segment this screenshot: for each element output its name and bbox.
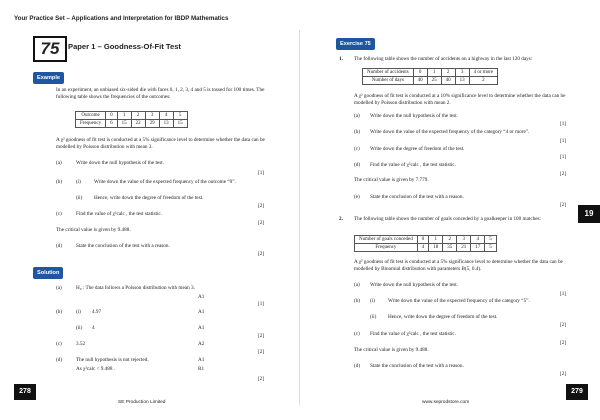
question-text: Write down the degree of freedom of the test. [370,146,465,152]
table-cell: Number of accidents [363,69,414,77]
table-cell: 5 [485,236,497,244]
mark-code: A1 [198,325,205,331]
mark-code: A1 [198,357,205,363]
table-cell: Number of days [363,77,414,85]
question-text: Find the value of χ²calc , the test statistic. [370,331,456,337]
question-text: Find the value of χ²calc , the test statistic. [76,211,162,217]
question-label: (c) [56,211,62,217]
marks: [1] [258,170,265,176]
chapter-side-tab[interactable]: 19 [578,205,600,223]
answer-label: (c) [56,341,62,347]
exercise-tag: Exercise 75 [336,38,375,50]
question-label: (b) [56,179,63,185]
question-number: 1. [339,56,343,62]
marks: [2] [560,371,567,377]
answer-label: (b) [56,309,63,315]
footer-website: www.seprodstore.com [422,400,470,405]
critical-value: The critical value is given by 9.488. [56,227,131,233]
page-number: 278 [14,384,36,400]
marks: [2] [258,203,265,209]
marks: [2] [258,333,265,339]
question-test-description: A χ² goodness of fit test is conducted at a 5% significance level to determine whether the data can be modelled by Binomial distribution with parameters B(5, 0.4). [354,259,563,272]
table-cell: 17 [471,244,485,252]
question-test-description: A χ² goodness of fit test is conducted at a 10% significance level to determine whether the data can be modelled by Poisson distribution with mean 2. [354,93,566,106]
table-cell: 2 [469,77,497,85]
example-tag: Example [33,72,64,84]
question-text: Write down the value of the expected frequency of the category “4 or more”. [370,129,530,135]
answer-text: As χ²calc < 9.488 . [76,366,116,372]
marks: [1] [560,291,567,297]
question-text: Hence, write down the degree of freedom of the test. [388,314,498,320]
question-text: Write down the value of the expected frequency of the outcome “0”. [94,179,236,185]
example-intro: In an experiment, an unbiased six-sided die with faces 0, 1, 2, 3, 4 and 5 is tossed for 100 times. The following table shows the frequencies of the outcomes: [56,87,265,100]
question-label: (a) [354,113,360,119]
answer-text: 4 [92,325,95,331]
table-cell: 1 [117,112,131,120]
example-test-description: A χ² goodness of fit test is conducted at a 5% significance level to determine whether the data can be modelled by Poisson distribution with mean 3. [56,137,265,150]
page-number: 279 [566,384,588,400]
question-label: (d) [56,243,63,249]
question-text: Write down the null hypothesis of the test. [76,160,164,166]
mark-code: A1 [198,309,205,315]
table-cell: 13 [455,77,469,85]
table-cell: 2 [441,69,455,77]
table-cell: 4 [159,112,173,120]
table-cell: 29 [145,120,159,128]
answer-text: 3.52 [76,341,86,347]
critical-value: The critical value is given by 9.488. [354,347,429,353]
table-cell: Frequency [76,120,106,128]
table-cell: 2 [131,112,145,120]
question-text: Write down the null hypothesis of the test. [370,282,458,288]
critical-value: The critical value is given by 7.779. [354,177,429,183]
question-text: State the conclusion of the test with a reason. [370,194,464,200]
question-text: Find the value of χ²calc , the test statistic. [370,162,456,168]
answer-label: (d) [56,357,63,363]
table-cell: Frequency [355,244,418,252]
marks: [2] [258,251,265,257]
table-cell: 15 [117,120,131,128]
question-text: Write down the null hypothesis of the test. [370,113,458,119]
table-cell: 2 [443,236,457,244]
answer-text: H₀ : The data follows a Poisson distribution with mean 3. [76,285,195,291]
answer-sublabel: (i) [76,309,81,315]
question-label: (a) [354,282,360,288]
question-sublabel: (ii) [370,314,377,320]
table-cell: 18 [429,244,443,252]
table-cell: 0 [106,112,118,120]
question-sublabel: (ii) [76,195,83,201]
question-text: State the conclusion of the test with a reason. [370,363,464,369]
page-spine [299,30,300,405]
marks: [1] [258,301,265,307]
table-cell: 1 [429,236,443,244]
table-cell: 6 [106,120,118,128]
question-label: (a) [56,160,62,166]
table-cell: 3 [457,236,471,244]
table-cell: 25 [427,77,441,85]
table-cell: 35 [443,244,457,252]
table-cell: 0 [413,69,427,77]
table-cell: 0 [417,236,429,244]
question-label: (c) [354,146,360,152]
question-text: Hence, write down the degree of freedom of the test. [94,195,204,201]
table-cell: 13 [159,120,173,128]
marks: [1] [560,121,567,127]
question-label: (b) [354,298,361,304]
mark-code: A2 [198,341,205,347]
table-cell: 40 [441,77,455,85]
answer-text: The null hypothesis is not rejected. [76,357,149,363]
solution-tag: Solution [33,267,63,279]
mark-code: A1 [198,294,205,300]
goals-table [354,235,497,252]
question-label: (d) [354,162,361,168]
footer-publisher: SE Production Limited [118,400,166,405]
table-cell: 4 or more [469,69,497,77]
table-cell: 5 [173,112,187,120]
table-cell: 4 [417,244,429,252]
question-text: State the conclusion of the test with a reason. [76,243,170,249]
question-intro: The following table shows the number of goals conceded by a goalkeeper in 100 matches: [354,216,541,222]
question-intro: The following table shows the number of accidents on a highway in the last 120 days: [354,56,533,62]
question-text: Write down the value of the expected frequency of the category “5”. [388,298,530,304]
answer-text: 4.97 [92,309,102,315]
marks: [2] [560,171,567,177]
chapter-title: Paper 1 – Goodness-Of-Fit Test [68,42,181,51]
table-cell: 40 [413,77,427,85]
table-cell: 3 [455,69,469,77]
question-label: (e) [354,194,360,200]
question-label: (b) [354,129,361,135]
marks: [2] [560,322,567,328]
marks: [2] [560,340,567,346]
marks: [2] [258,220,265,226]
question-label: (c) [354,331,360,337]
marks: [2] [560,202,567,208]
marks: [2] [258,376,265,382]
question-sublabel: (i) [76,179,81,185]
question-number: 2. [339,216,343,222]
table-cell: 22 [131,120,145,128]
answer-sublabel: (ii) [76,325,83,331]
marks: [2] [258,349,265,355]
mark-code: R1 [198,366,205,372]
table-cell: Outcome [76,112,106,120]
question-label: (d) [354,363,361,369]
table-cell: 21 [457,244,471,252]
table-cell: 4 [471,236,485,244]
table-cell: 3 [145,112,159,120]
marks: [1] [560,138,567,144]
table-cell: 5 [485,244,497,252]
table-cell: 15 [173,120,187,128]
chapter-number: 75 [33,36,67,62]
accidents-table [362,68,498,85]
book-title: Your Practice Set – Applications and Interpretation for IBDP Mathematics [14,15,229,22]
table-cell: 1 [427,69,441,77]
table-cell: Number of goals conceded [355,236,418,244]
answer-label: (a) [56,285,62,291]
question-sublabel: (i) [370,298,375,304]
marks: [1] [560,154,567,160]
example-frequency-table [75,111,188,128]
